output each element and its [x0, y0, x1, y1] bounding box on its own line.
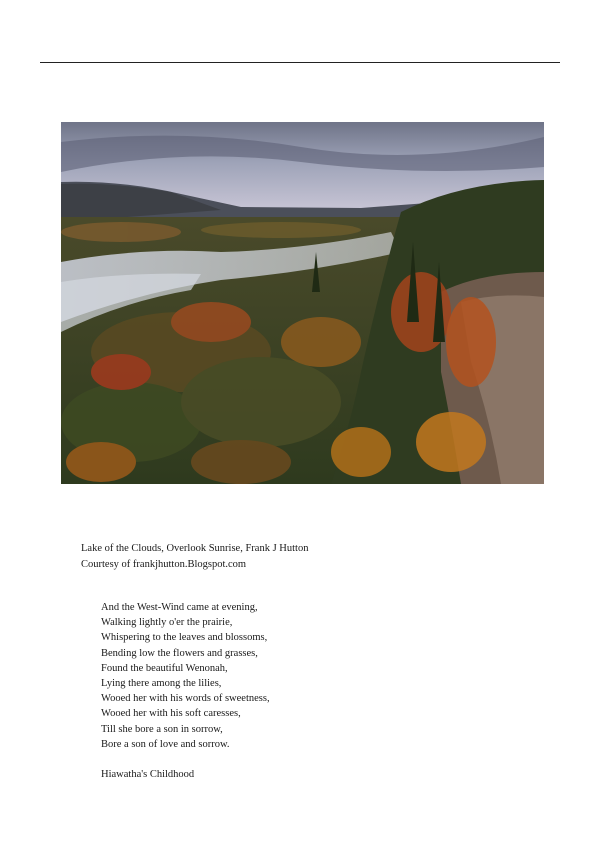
- photo-caption: [81, 541, 308, 572]
- poem-line: Till she bore a son in sorrow,: [101, 723, 223, 735]
- poem-source: Hiawatha's Childhood: [101, 769, 195, 780]
- poem-line: Bore a son of love and sorrow.: [101, 738, 230, 750]
- poem-stanza: [101, 600, 270, 752]
- poem-line: And the West-Wind came at evening,: [101, 602, 258, 613]
- poem-line: Lying there among the lilies,: [101, 678, 222, 690]
- poem-line: Wooed her with his words of sweetness,: [101, 693, 270, 705]
- poem-line: Bending low the flowers and grasses,: [101, 647, 258, 659]
- poem-line: Found the beautiful Wenonah,: [101, 662, 228, 674]
- landscape-photo-illustration: [61, 122, 544, 484]
- landscape-photo: [61, 122, 544, 484]
- poem-line: Wooed her with his soft caresses,: [101, 708, 241, 720]
- header-rule: [40, 62, 560, 63]
- caption-credit: Courtesy of frankjhutton.Blogspot.com: [81, 558, 247, 570]
- poem-line: Whispering to the leaves and blossoms,: [101, 632, 268, 644]
- caption-title: Lake of the Clouds, Overlook Sunrise, Frank J Hutton: [81, 543, 309, 554]
- poem-line: Walking lightly o'er the prairie,: [101, 617, 233, 629]
